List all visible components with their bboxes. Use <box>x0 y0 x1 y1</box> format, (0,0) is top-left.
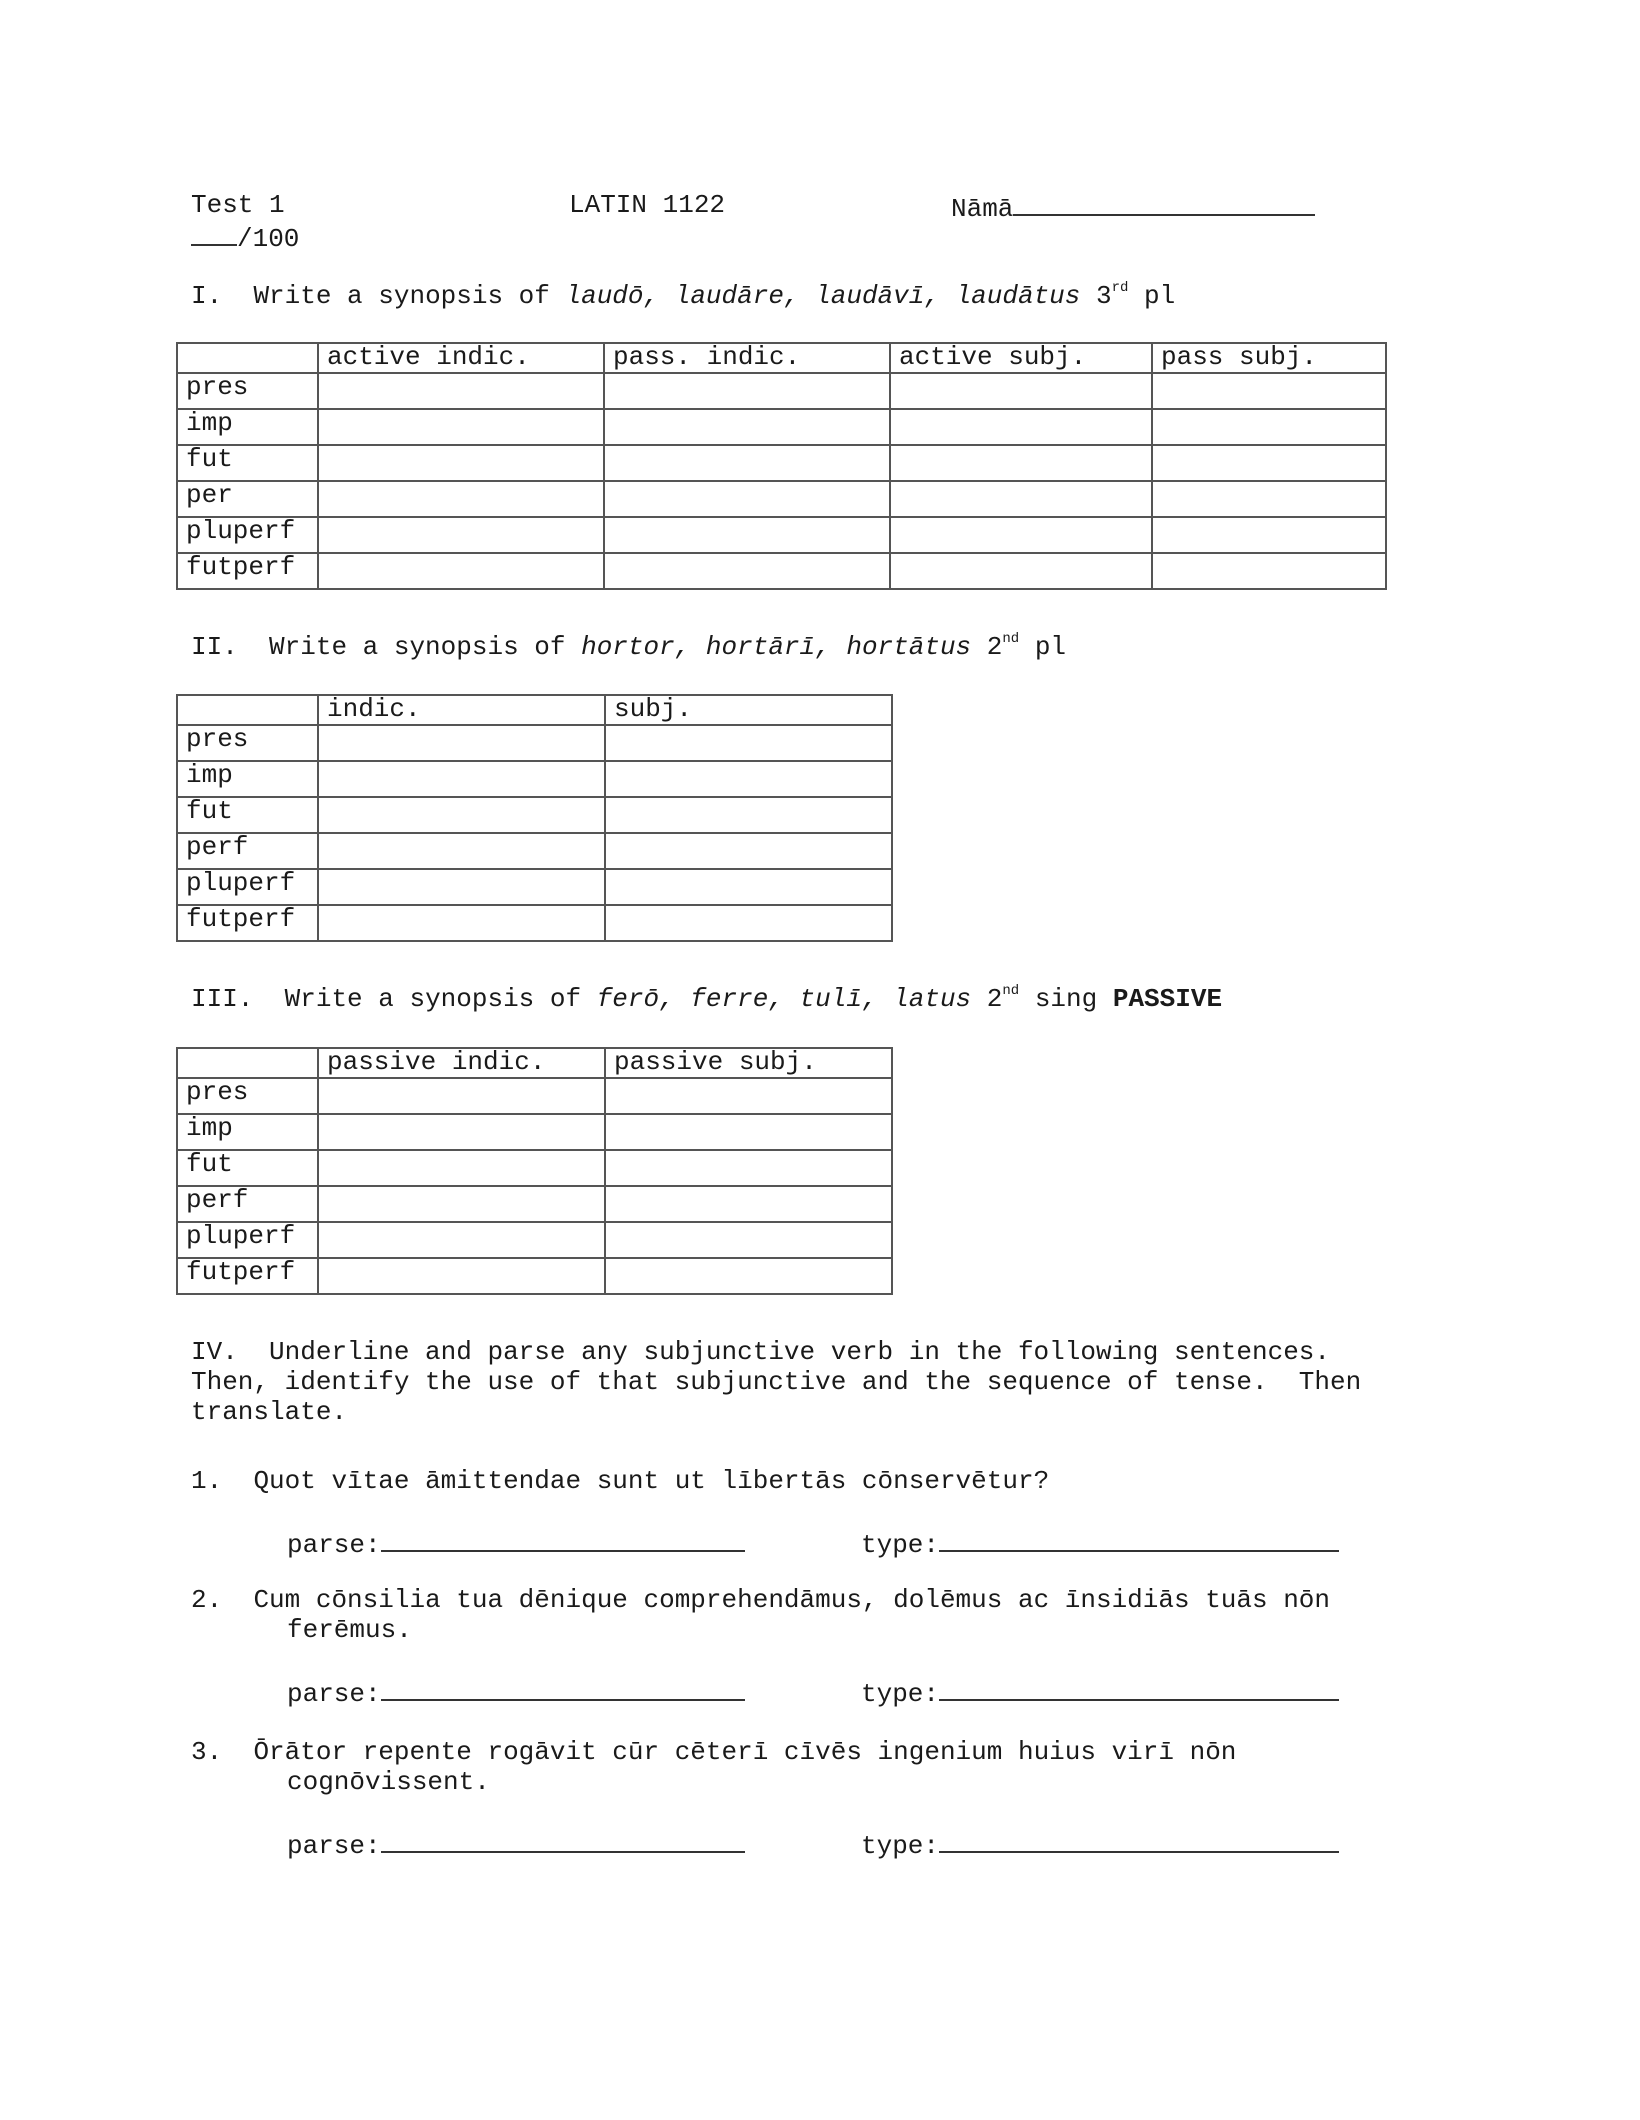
synopsis-table-3 <box>176 1047 893 1295</box>
answer-cell[interactable] <box>318 1150 605 1186</box>
answer-cell[interactable] <box>605 797 892 833</box>
sentence-1-number: 1. <box>191 1466 223 1496</box>
table-header-cell <box>177 695 318 725</box>
section-3-voice: PASSIVE <box>1112 984 1223 1014</box>
name-field[interactable] <box>951 190 1315 224</box>
answer-cell[interactable] <box>890 517 1152 553</box>
sentence-2-text: Cum cōnsilia tua dēnique comprehendāmus, dolēmus ac īnsidiās tuās nōn <box>253 1585 1331 1615</box>
table-row <box>177 1258 892 1294</box>
section-2-verb: hortor, hortārī, hortātus <box>581 632 972 662</box>
table-header-cell <box>177 1048 318 1078</box>
parse-blank[interactable] <box>381 1526 745 1552</box>
type-label: type: <box>861 1679 940 1709</box>
sentence-3-parse-field[interactable] <box>287 1827 745 1861</box>
section-4-instructions-line-1 <box>191 1337 1330 1367</box>
answer-cell[interactable] <box>890 553 1152 589</box>
sentence-2-parse-field[interactable] <box>287 1675 745 1709</box>
tense-label: pluperf <box>177 1222 318 1258</box>
answer-cell[interactable] <box>1152 517 1386 553</box>
table-header-cell: passive subj. <box>605 1048 892 1078</box>
answer-cell[interactable] <box>604 373 890 409</box>
section-2-person: 2 <box>986 632 1003 662</box>
section-3-prompt <box>191 984 1222 1014</box>
section-4-number: IV. <box>191 1337 238 1367</box>
section-4-line-1-text: Underline and parse any subjunctive verb in the following sentences. <box>269 1337 1331 1367</box>
table-row <box>177 725 892 761</box>
answer-cell[interactable] <box>318 1078 605 1114</box>
score-suffix: /100 <box>237 224 300 254</box>
table-header-cell: active indic. <box>318 343 604 373</box>
answer-cell[interactable] <box>605 869 892 905</box>
section-1-prompt <box>191 281 1175 311</box>
section-3-person-sup: nd <box>1002 983 1020 1000</box>
tense-label: imp <box>177 1114 318 1150</box>
answer-cell[interactable] <box>1152 481 1386 517</box>
table-header-cell: passive indic. <box>318 1048 605 1078</box>
answer-cell[interactable] <box>318 869 605 905</box>
parse-label: parse: <box>287 1679 381 1709</box>
section-1-lead: Write a synopsis of <box>253 281 550 311</box>
table-header-cell: pass subj. <box>1152 343 1386 373</box>
answer-cell[interactable] <box>605 1258 892 1294</box>
table-row <box>177 833 892 869</box>
section-1-person: 3 <box>1096 281 1112 311</box>
tense-label: pres <box>177 1078 318 1114</box>
table-header-cell: pass. indic. <box>604 343 890 373</box>
answer-cell[interactable] <box>1152 373 1386 409</box>
parse-blank[interactable] <box>381 1675 745 1701</box>
answer-cell[interactable] <box>605 1186 892 1222</box>
answer-cell[interactable] <box>318 409 604 445</box>
sentence-2-continuation: ferēmus. <box>287 1615 412 1645</box>
section-1-person-sup: rd <box>1111 280 1129 297</box>
name-label: Nāmā <box>951 194 1014 224</box>
section-1-number-word: pl <box>1144 281 1176 311</box>
sentence-3-text: Ōrātor repente rogāvit cūr cēterī cīvēs ingenium huius virī nōn <box>253 1737 1237 1767</box>
course-title: LATIN 1122 <box>569 190 726 220</box>
sentence-3 <box>191 1737 1236 1767</box>
table-row <box>177 481 1386 517</box>
section-2-number: II. <box>191 632 238 662</box>
type-blank[interactable] <box>939 1675 1339 1701</box>
sentence-1-type-field[interactable] <box>861 1526 1339 1560</box>
sentence-2-number: 2. <box>191 1585 223 1615</box>
tense-label: imp <box>177 409 318 445</box>
score-field[interactable] <box>191 220 299 254</box>
section-3-verb: ferō, ferre, tulī, latus <box>596 984 972 1014</box>
answer-cell[interactable] <box>605 905 892 941</box>
parse-label: parse: <box>287 1831 381 1861</box>
section-2-number-word: pl <box>1034 632 1067 662</box>
table-row <box>177 1150 892 1186</box>
table-row <box>177 517 1386 553</box>
sentence-1-text: Quot vītae āmittendae sunt ut lībertās cōnservētur? <box>253 1466 1050 1496</box>
answer-cell[interactable] <box>318 833 605 869</box>
tense-label: pres <box>177 373 318 409</box>
section-4-instructions-line-3: translate. <box>191 1397 348 1427</box>
section-3-person: 2 <box>986 984 1003 1014</box>
answer-cell[interactable] <box>318 905 605 941</box>
answer-cell[interactable] <box>318 761 605 797</box>
answer-cell[interactable] <box>605 1114 892 1150</box>
table-header-cell: indic. <box>318 695 605 725</box>
tense-label: futperf <box>177 553 318 589</box>
answer-cell[interactable] <box>604 409 890 445</box>
answer-cell[interactable] <box>890 373 1152 409</box>
test-label: Test 1 <box>191 190 285 220</box>
tense-label: fut <box>177 445 318 481</box>
name-blank[interactable] <box>1013 190 1315 216</box>
section-4-instructions-line-2: Then, identify the use of that subjunctive and the sequence of tense. Then <box>191 1367 1362 1397</box>
answer-cell[interactable] <box>605 1078 892 1114</box>
answer-cell[interactable] <box>605 833 892 869</box>
answer-cell[interactable] <box>604 553 890 589</box>
table-2-header-row <box>177 695 892 725</box>
answer-cell[interactable] <box>318 553 604 589</box>
type-blank[interactable] <box>939 1827 1339 1853</box>
table-row <box>177 761 892 797</box>
sentence-2-type-field[interactable] <box>861 1675 1339 1709</box>
section-1-number: I. <box>191 281 223 311</box>
tense-label: perf <box>177 833 318 869</box>
table-row <box>177 869 892 905</box>
score-blank[interactable] <box>191 220 237 246</box>
section-2-lead: Write a synopsis of <box>269 632 566 662</box>
answer-cell[interactable] <box>318 1114 605 1150</box>
answer-cell[interactable] <box>605 1222 892 1258</box>
tense-label: perf <box>177 1186 318 1222</box>
table-row <box>177 373 1386 409</box>
answer-cell[interactable] <box>604 445 890 481</box>
tense-label: fut <box>177 797 318 833</box>
table-row <box>177 1222 892 1258</box>
answer-cell[interactable] <box>604 481 890 517</box>
sentence-1 <box>191 1466 1049 1496</box>
answer-cell[interactable] <box>604 517 890 553</box>
table-row <box>177 445 1386 481</box>
section-2-prompt <box>191 632 1066 662</box>
type-label: type: <box>861 1831 940 1861</box>
answer-cell[interactable] <box>605 1150 892 1186</box>
answer-cell[interactable] <box>318 373 604 409</box>
tense-label: pluperf <box>177 517 318 553</box>
parse-label: parse: <box>287 1530 381 1560</box>
table-row <box>177 905 892 941</box>
tense-label: per <box>177 481 318 517</box>
table-row <box>177 1078 892 1114</box>
section-2-person-sup: nd <box>1002 631 1020 648</box>
answer-cell[interactable] <box>1152 445 1386 481</box>
answer-cell[interactable] <box>605 725 892 761</box>
answer-cell[interactable] <box>318 1222 605 1258</box>
answer-cell[interactable] <box>318 445 604 481</box>
section-3-number-word: sing <box>1034 984 1098 1014</box>
answer-cell[interactable] <box>318 1258 605 1294</box>
answer-cell[interactable] <box>318 1186 605 1222</box>
answer-cell[interactable] <box>318 517 604 553</box>
answer-cell[interactable] <box>890 445 1152 481</box>
answer-cell[interactable] <box>1152 409 1386 445</box>
sentence-3-continuation: cognōvissent. <box>287 1767 490 1797</box>
tense-label: imp <box>177 761 318 797</box>
tense-label: futperf <box>177 1258 318 1294</box>
sentence-3-number: 3. <box>191 1737 223 1767</box>
table-header-cell: subj. <box>605 695 892 725</box>
sentence-3-type-field[interactable] <box>861 1827 1339 1861</box>
table-header-cell: active subj. <box>890 343 1152 373</box>
tense-label: futperf <box>177 905 318 941</box>
section-1-verb: laudō, laudāre, laudāvī, laudātus <box>565 281 1081 311</box>
synopsis-table-2 <box>176 694 893 942</box>
table-row <box>177 553 1386 589</box>
table-row <box>177 797 892 833</box>
synopsis-table-1 <box>176 342 1387 590</box>
parse-blank[interactable] <box>381 1827 745 1853</box>
answer-cell[interactable] <box>318 481 604 517</box>
tense-label: fut <box>177 1150 318 1186</box>
table-row <box>177 1186 892 1222</box>
section-3-lead: Write a synopsis of <box>284 984 582 1014</box>
table-row <box>177 1114 892 1150</box>
tense-label: pres <box>177 725 318 761</box>
table-3-header-row <box>177 1048 892 1078</box>
type-blank[interactable] <box>939 1526 1339 1552</box>
answer-cell[interactable] <box>605 761 892 797</box>
answer-cell[interactable] <box>318 725 605 761</box>
table-1-header-row <box>177 343 1386 373</box>
sentence-1-parse-field[interactable] <box>287 1526 745 1560</box>
answer-cell[interactable] <box>318 797 605 833</box>
tense-label: pluperf <box>177 869 318 905</box>
answer-cell[interactable] <box>890 409 1152 445</box>
section-3-number: III. <box>191 984 254 1014</box>
sentence-2 <box>191 1585 1330 1615</box>
type-label: type: <box>861 1530 940 1560</box>
answer-cell[interactable] <box>1152 553 1386 589</box>
answer-cell[interactable] <box>890 481 1152 517</box>
table-header-cell <box>177 343 318 373</box>
table-row <box>177 409 1386 445</box>
